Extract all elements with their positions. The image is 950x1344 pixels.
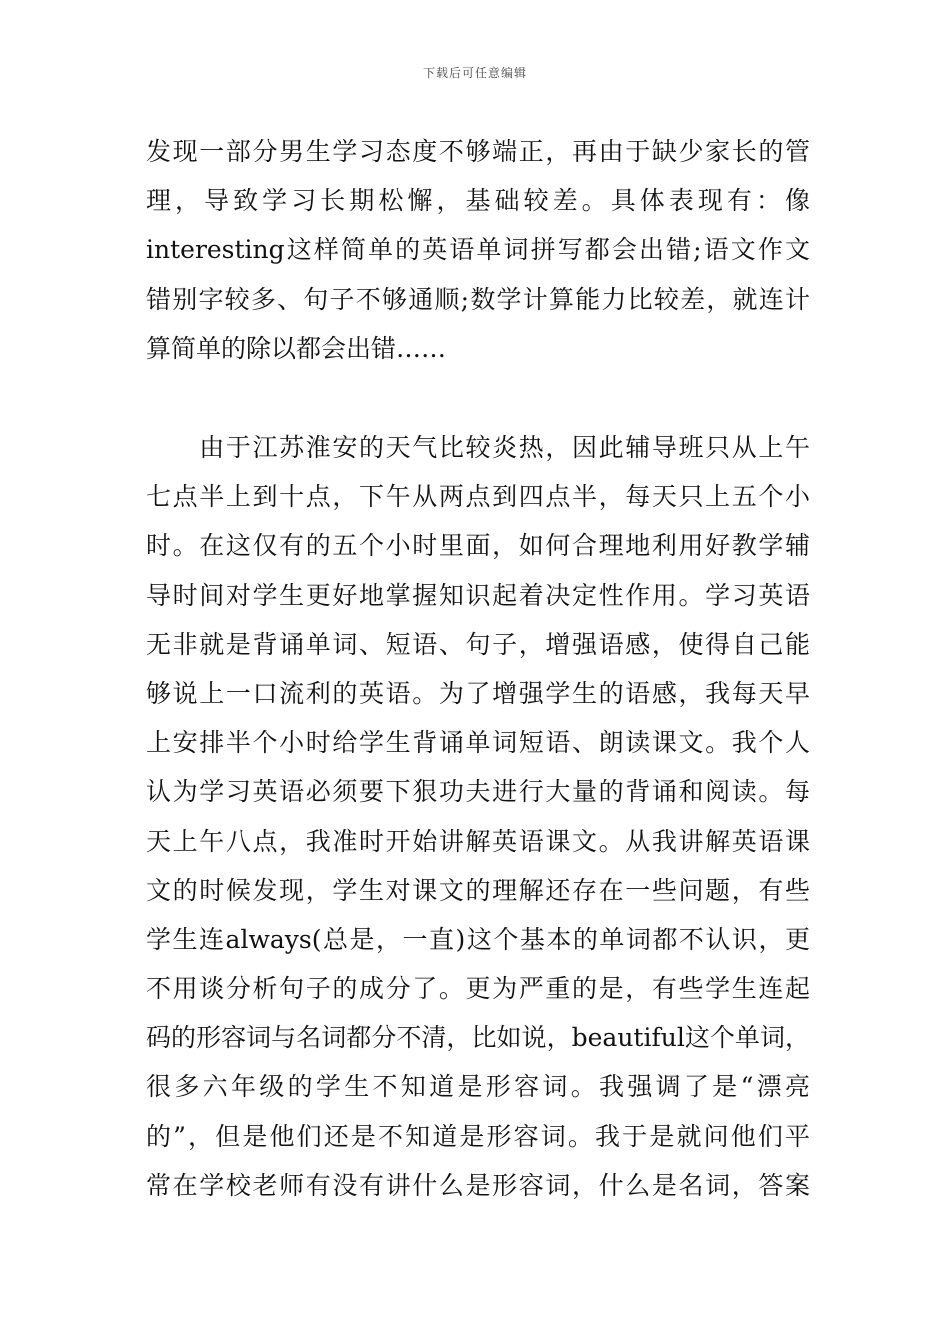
text-line: 发现一部分男生学习态度不够端正，再由于缺少家长的管 <box>146 137 810 166</box>
text-line: 码的形容词与名词都分不清，比如说，beautiful这个单词， <box>146 1023 810 1053</box>
text-line: 不用谈分析句子的成分了。更为严重的是，有些学生连起 <box>146 974 810 1004</box>
text-line: 七点半上到十点，下午从两点到四点半，每天只上五个小 <box>146 482 810 512</box>
paragraph-1 <box>146 127 810 373</box>
text-line: 时。在这仅有的五个小时里面，如何合理地利用好教学辅 <box>146 531 810 561</box>
text-line: 认为学习英语必须要下狠功夫进行大量的背诵和阅读。每 <box>146 777 810 807</box>
text-line: 文的时候发现，学生对课文的理解还存在一些问题，有些 <box>146 875 810 905</box>
text-line: 理，导致学习长期松懈，基础较差。具体表现有：像 <box>146 186 810 216</box>
text-line: 上安排半个小时给学生背诵单词短语、朗读课文。我个人 <box>146 728 810 758</box>
text-line: 够说上一口流利的英语。为了增强学生的语感，我每天早 <box>146 678 810 708</box>
text-line: 学生连always(总是，一直)这个基本的单词都不认识，更 <box>146 924 810 954</box>
text-line: 导时间对学生更好地掌握知识起着决定性作用。学习英语 <box>146 580 810 610</box>
text-line: 由于江苏淮安的天气比较炎热，因此辅导班只从上午 <box>146 433 810 462</box>
text-line: 算简单的除以都会出错…… <box>146 333 447 363</box>
text-line: 无非就是背诵单词、短语、句子，增强语感，使得自己能 <box>146 629 810 659</box>
text-line: 错别字较多、句子不够通顺;数学计算能力比较差，就连计 <box>146 284 810 314</box>
text-line: 常在学校老师有没有讲什么是形容词，什么是名词，答案 <box>146 1170 810 1200</box>
text-line: 的”，但是他们还是不知道是形容词。我于是就问他们平 <box>146 1121 810 1151</box>
text-line: interesting这样简单的英语单词拼写都会出错;语文作文 <box>146 235 810 265</box>
page-header-note: 下载后可任意编辑 <box>422 66 527 80</box>
text-line: 很多六年级的学生不知道是形容词。我强调了是“漂亮 <box>146 1072 810 1102</box>
text-line: 天上午八点，我准时开始讲解英语课文。从我讲解英语课 <box>146 826 810 856</box>
paragraph-2 <box>146 423 810 1210</box>
